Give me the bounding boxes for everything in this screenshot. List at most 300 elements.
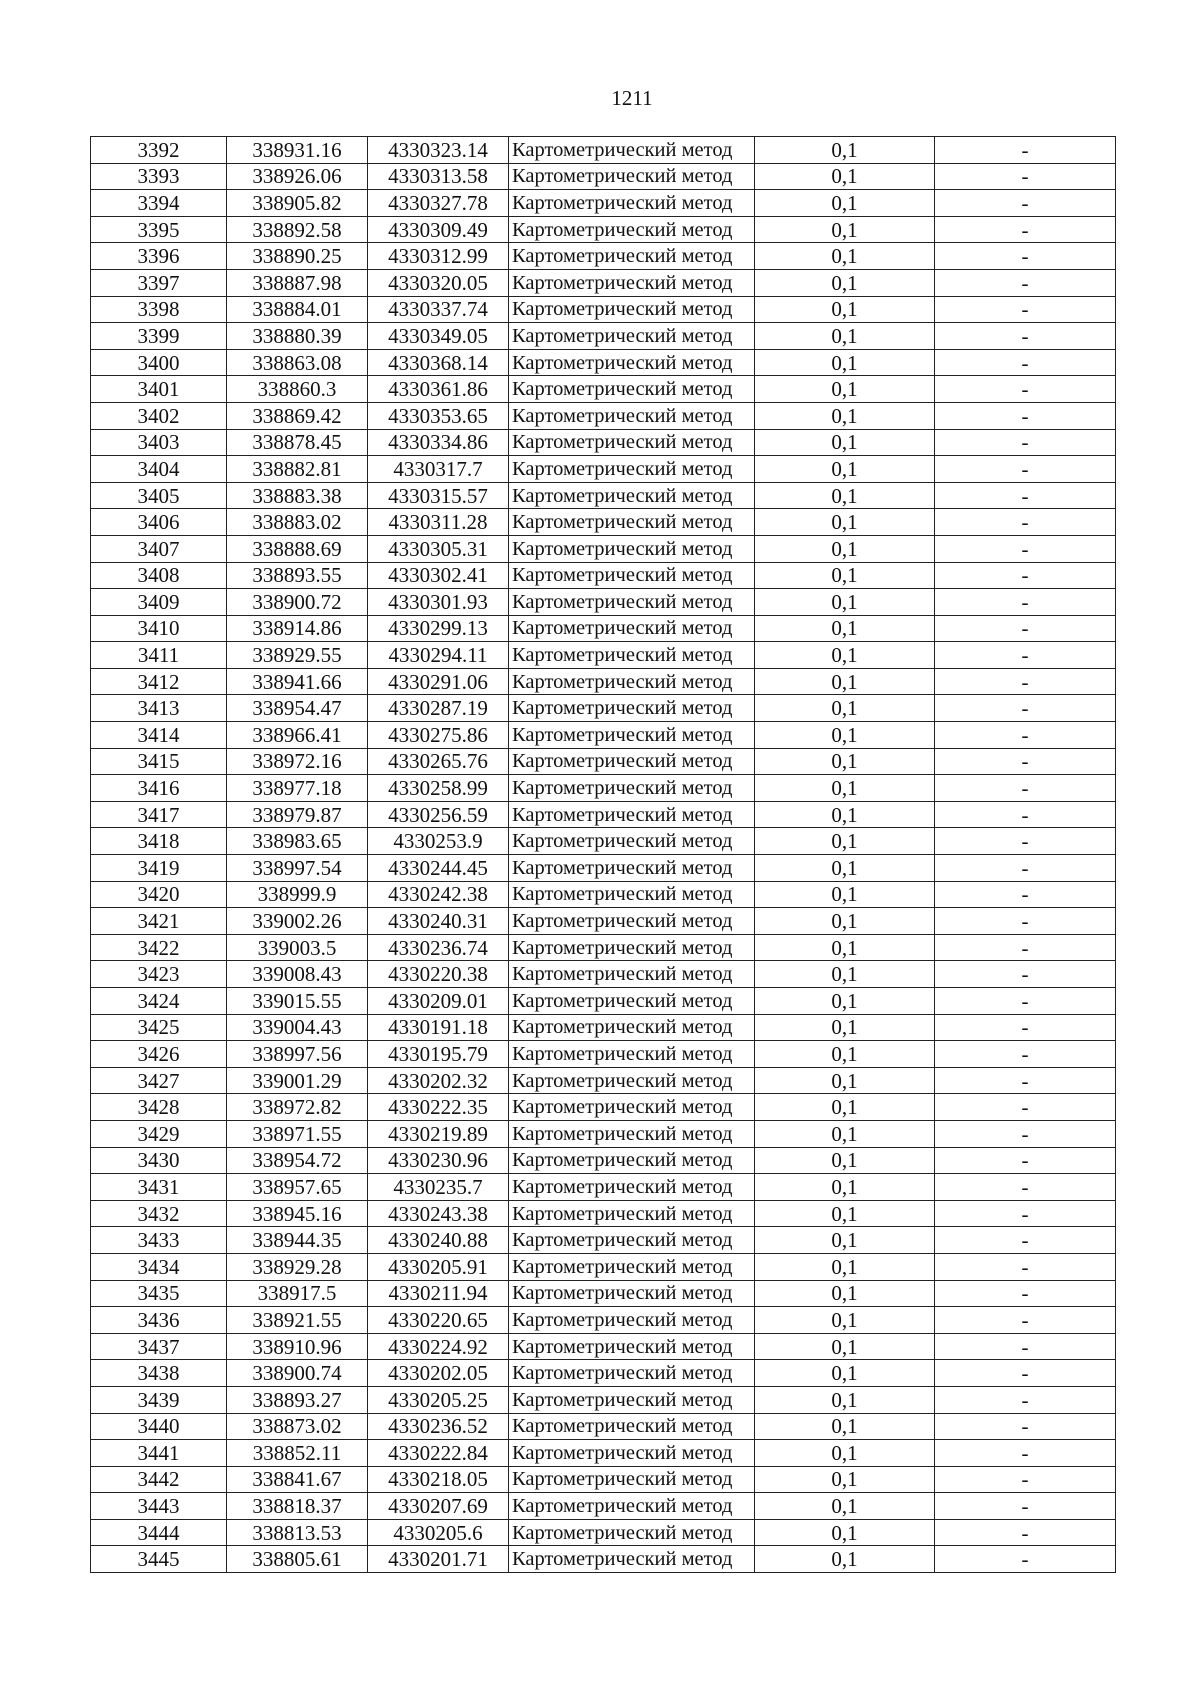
table-row (91, 828, 1116, 855)
accuracy-cell: 0,1 (755, 1200, 935, 1227)
x-coordinate-cell: 338999.9 (227, 881, 368, 908)
point-number-cell: 3399 (91, 323, 227, 350)
accuracy-cell: 0,1 (755, 163, 935, 190)
point-number-cell: 3439 (91, 1386, 227, 1413)
method-cell: Картометрический метод (509, 908, 755, 935)
accuracy-cell: 0,1 (755, 296, 935, 323)
accuracy-cell: 0,1 (755, 589, 935, 616)
method-cell: Картометрический метод (509, 216, 755, 243)
table-row (91, 1519, 1116, 1546)
point-number-cell: 3438 (91, 1360, 227, 1387)
method-cell: Картометрический метод (509, 1227, 755, 1254)
table-row (91, 376, 1116, 403)
x-coordinate-cell: 338841.67 (227, 1466, 368, 1493)
accuracy-cell: 0,1 (755, 456, 935, 483)
method-cell: Картометрический метод (509, 1280, 755, 1307)
x-coordinate-cell: 338813.53 (227, 1519, 368, 1546)
y-coordinate-cell: 4330323.14 (368, 137, 509, 164)
note-cell: - (935, 668, 1116, 695)
x-coordinate-cell: 338944.35 (227, 1227, 368, 1254)
accuracy-cell: 0,1 (755, 1253, 935, 1280)
x-coordinate-cell: 339008.43 (227, 961, 368, 988)
accuracy-cell: 0,1 (755, 934, 935, 961)
accuracy-cell: 0,1 (755, 190, 935, 217)
x-coordinate-cell: 338900.74 (227, 1360, 368, 1387)
y-coordinate-cell: 4330315.57 (368, 482, 509, 509)
method-cell: Картометрический метод (509, 269, 755, 296)
accuracy-cell: 0,1 (755, 376, 935, 403)
method-cell: Картометрический метод (509, 1413, 755, 1440)
point-number-cell: 3426 (91, 1041, 227, 1068)
y-coordinate-cell: 4330209.01 (368, 988, 509, 1015)
table-row (91, 482, 1116, 509)
x-coordinate-cell: 338888.69 (227, 535, 368, 562)
x-coordinate-cell: 338997.56 (227, 1041, 368, 1068)
method-cell: Картометрический метод (509, 1094, 755, 1121)
y-coordinate-cell: 4330302.41 (368, 562, 509, 589)
y-coordinate-cell: 4330299.13 (368, 615, 509, 642)
x-coordinate-cell: 338929.55 (227, 642, 368, 669)
note-cell: - (935, 1333, 1116, 1360)
note-cell: - (935, 1014, 1116, 1041)
method-cell: Картометрический метод (509, 1440, 755, 1467)
x-coordinate-cell: 338957.65 (227, 1174, 368, 1201)
table-row (91, 163, 1116, 190)
table-row (91, 1493, 1116, 1520)
note-cell: - (935, 1546, 1116, 1573)
x-coordinate-cell: 338887.98 (227, 269, 368, 296)
point-number-cell: 3402 (91, 402, 227, 429)
note-cell: - (935, 1280, 1116, 1307)
table-row (91, 1360, 1116, 1387)
table-row (91, 562, 1116, 589)
table-row (91, 1440, 1116, 1467)
method-cell: Картометрический метод (509, 642, 755, 669)
table-row (91, 1227, 1116, 1254)
table-row (91, 615, 1116, 642)
accuracy-cell: 0,1 (755, 1386, 935, 1413)
note-cell: - (935, 1200, 1116, 1227)
accuracy-cell: 0,1 (755, 1041, 935, 1068)
y-coordinate-cell: 4330312.99 (368, 243, 509, 270)
method-cell: Картометрический метод (509, 668, 755, 695)
point-number-cell: 3398 (91, 296, 227, 323)
point-number-cell: 3423 (91, 961, 227, 988)
y-coordinate-cell: 4330313.58 (368, 163, 509, 190)
y-coordinate-cell: 4330201.71 (368, 1546, 509, 1573)
method-cell: Картометрический метод (509, 748, 755, 775)
y-coordinate-cell: 4330320.05 (368, 269, 509, 296)
method-cell: Картометрический метод (509, 1519, 755, 1546)
accuracy-cell: 0,1 (755, 615, 935, 642)
method-cell: Картометрический метод (509, 1386, 755, 1413)
note-cell: - (935, 269, 1116, 296)
point-number-cell: 3417 (91, 801, 227, 828)
accuracy-cell: 0,1 (755, 349, 935, 376)
x-coordinate-cell: 339015.55 (227, 988, 368, 1015)
table-row (91, 722, 1116, 749)
method-cell: Картометрический метод (509, 163, 755, 190)
point-number-cell: 3400 (91, 349, 227, 376)
table-row (91, 668, 1116, 695)
note-cell: - (935, 855, 1116, 882)
note-cell: - (935, 190, 1116, 217)
y-coordinate-cell: 4330236.52 (368, 1413, 509, 1440)
point-number-cell: 3407 (91, 535, 227, 562)
point-number-cell: 3404 (91, 456, 227, 483)
method-cell: Картометрический метод (509, 1041, 755, 1068)
note-cell: - (935, 1067, 1116, 1094)
table-row (91, 1014, 1116, 1041)
accuracy-cell: 0,1 (755, 1120, 935, 1147)
point-number-cell: 3410 (91, 615, 227, 642)
method-cell: Картометрический метод (509, 1307, 755, 1334)
y-coordinate-cell: 4330349.05 (368, 323, 509, 350)
method-cell: Картометрический метод (509, 1360, 755, 1387)
point-number-cell: 3437 (91, 1333, 227, 1360)
y-coordinate-cell: 4330224.92 (368, 1333, 509, 1360)
table-row (91, 988, 1116, 1015)
accuracy-cell: 0,1 (755, 668, 935, 695)
note-cell: - (935, 775, 1116, 802)
method-cell: Картометрический метод (509, 509, 755, 536)
point-number-cell: 3416 (91, 775, 227, 802)
y-coordinate-cell: 4330220.38 (368, 961, 509, 988)
y-coordinate-cell: 4330334.86 (368, 429, 509, 456)
table-row (91, 243, 1116, 270)
point-number-cell: 3395 (91, 216, 227, 243)
accuracy-cell: 0,1 (755, 429, 935, 456)
y-coordinate-cell: 4330207.69 (368, 1493, 509, 1520)
y-coordinate-cell: 4330191.18 (368, 1014, 509, 1041)
point-number-cell: 3428 (91, 1094, 227, 1121)
x-coordinate-cell: 339002.26 (227, 908, 368, 935)
note-cell: - (935, 1413, 1116, 1440)
table-row (91, 1466, 1116, 1493)
table-row (91, 748, 1116, 775)
y-coordinate-cell: 4330243.38 (368, 1200, 509, 1227)
table-row (91, 296, 1116, 323)
point-number-cell: 3441 (91, 1440, 227, 1467)
y-coordinate-cell: 4330291.06 (368, 668, 509, 695)
accuracy-cell: 0,1 (755, 1094, 935, 1121)
x-coordinate-cell: 338954.72 (227, 1147, 368, 1174)
point-number-cell: 3435 (91, 1280, 227, 1307)
accuracy-cell: 0,1 (755, 1519, 935, 1546)
y-coordinate-cell: 4330287.19 (368, 695, 509, 722)
accuracy-cell: 0,1 (755, 908, 935, 935)
note-cell: - (935, 429, 1116, 456)
note-cell: - (935, 535, 1116, 562)
method-cell: Картометрический метод (509, 429, 755, 456)
table-row (91, 934, 1116, 961)
note-cell: - (935, 695, 1116, 722)
table-row (91, 642, 1116, 669)
accuracy-cell: 0,1 (755, 1333, 935, 1360)
x-coordinate-cell: 339003.5 (227, 934, 368, 961)
table-row (91, 961, 1116, 988)
x-coordinate-cell: 338892.58 (227, 216, 368, 243)
x-coordinate-cell: 338997.54 (227, 855, 368, 882)
accuracy-cell: 0,1 (755, 1440, 935, 1467)
x-coordinate-cell: 338914.86 (227, 615, 368, 642)
y-coordinate-cell: 4330309.49 (368, 216, 509, 243)
note-cell: - (935, 881, 1116, 908)
note-cell: - (935, 163, 1116, 190)
coordinates-table-body (91, 137, 1116, 1573)
y-coordinate-cell: 4330353.65 (368, 402, 509, 429)
note-cell: - (935, 908, 1116, 935)
y-coordinate-cell: 4330305.31 (368, 535, 509, 562)
method-cell: Картометрический метод (509, 323, 755, 350)
y-coordinate-cell: 4330218.05 (368, 1466, 509, 1493)
x-coordinate-cell: 338893.55 (227, 562, 368, 589)
table-row (91, 535, 1116, 562)
table-row (91, 1253, 1116, 1280)
x-coordinate-cell: 338860.3 (227, 376, 368, 403)
note-cell: - (935, 1227, 1116, 1254)
x-coordinate-cell: 338977.18 (227, 775, 368, 802)
note-cell: - (935, 376, 1116, 403)
point-number-cell: 3440 (91, 1413, 227, 1440)
accuracy-cell: 0,1 (755, 1413, 935, 1440)
table-row (91, 402, 1116, 429)
y-coordinate-cell: 4330327.78 (368, 190, 509, 217)
x-coordinate-cell: 338852.11 (227, 1440, 368, 1467)
x-coordinate-cell: 338931.16 (227, 137, 368, 164)
note-cell: - (935, 1041, 1116, 1068)
point-number-cell: 3397 (91, 269, 227, 296)
table-row (91, 1280, 1116, 1307)
note-cell: - (935, 1440, 1116, 1467)
x-coordinate-cell: 338910.96 (227, 1333, 368, 1360)
method-cell: Картометрический метод (509, 615, 755, 642)
method-cell: Картометрический метод (509, 855, 755, 882)
point-number-cell: 3420 (91, 881, 227, 908)
accuracy-cell: 0,1 (755, 1227, 935, 1254)
method-cell: Картометрический метод (509, 1120, 755, 1147)
y-coordinate-cell: 4330202.05 (368, 1360, 509, 1387)
note-cell: - (935, 1307, 1116, 1334)
note-cell: - (935, 828, 1116, 855)
method-cell: Картометрический метод (509, 1466, 755, 1493)
x-coordinate-cell: 338926.06 (227, 163, 368, 190)
method-cell: Картометрический метод (509, 961, 755, 988)
y-coordinate-cell: 4330222.84 (368, 1440, 509, 1467)
method-cell: Картометрический метод (509, 1014, 755, 1041)
table-row (91, 1174, 1116, 1201)
x-coordinate-cell: 338873.02 (227, 1413, 368, 1440)
page-number: 1211 (611, 86, 653, 110)
x-coordinate-cell: 338921.55 (227, 1307, 368, 1334)
x-coordinate-cell: 338954.47 (227, 695, 368, 722)
accuracy-cell: 0,1 (755, 828, 935, 855)
method-cell: Картометрический метод (509, 349, 755, 376)
point-number-cell: 3392 (91, 137, 227, 164)
table-row (91, 1386, 1116, 1413)
table-row (91, 1147, 1116, 1174)
x-coordinate-cell: 338941.66 (227, 668, 368, 695)
note-cell: - (935, 1120, 1116, 1147)
table-row (91, 908, 1116, 935)
table-row (91, 1200, 1116, 1227)
point-number-cell: 3415 (91, 748, 227, 775)
x-coordinate-cell: 338878.45 (227, 429, 368, 456)
x-coordinate-cell: 338818.37 (227, 1493, 368, 1520)
accuracy-cell: 0,1 (755, 216, 935, 243)
accuracy-cell: 0,1 (755, 1280, 935, 1307)
accuracy-cell: 0,1 (755, 1493, 935, 1520)
accuracy-cell: 0,1 (755, 988, 935, 1015)
accuracy-cell: 0,1 (755, 509, 935, 536)
accuracy-cell: 0,1 (755, 881, 935, 908)
method-cell: Картометрический метод (509, 562, 755, 589)
point-number-cell: 3393 (91, 163, 227, 190)
y-coordinate-cell: 4330235.7 (368, 1174, 509, 1201)
y-coordinate-cell: 4330361.86 (368, 376, 509, 403)
accuracy-cell: 0,1 (755, 269, 935, 296)
point-number-cell: 3445 (91, 1546, 227, 1573)
method-cell: Картометрический метод (509, 1174, 755, 1201)
note-cell: - (935, 722, 1116, 749)
y-coordinate-cell: 4330294.11 (368, 642, 509, 669)
table-row (91, 775, 1116, 802)
point-number-cell: 3429 (91, 1120, 227, 1147)
method-cell: Картометрический метод (509, 190, 755, 217)
method-cell: Картометрический метод (509, 296, 755, 323)
y-coordinate-cell: 4330244.45 (368, 855, 509, 882)
method-cell: Картометрический метод (509, 1333, 755, 1360)
note-cell: - (935, 243, 1116, 270)
method-cell: Картометрический метод (509, 1493, 755, 1520)
x-coordinate-cell: 338884.01 (227, 296, 368, 323)
point-number-cell: 3403 (91, 429, 227, 456)
accuracy-cell: 0,1 (755, 243, 935, 270)
method-cell: Картометрический метод (509, 1067, 755, 1094)
table-row (91, 1333, 1116, 1360)
note-cell: - (935, 349, 1116, 376)
accuracy-cell: 0,1 (755, 1466, 935, 1493)
note-cell: - (935, 1253, 1116, 1280)
y-coordinate-cell: 4330219.89 (368, 1120, 509, 1147)
point-number-cell: 3406 (91, 509, 227, 536)
y-coordinate-cell: 4330311.28 (368, 509, 509, 536)
y-coordinate-cell: 4330275.86 (368, 722, 509, 749)
y-coordinate-cell: 4330301.93 (368, 589, 509, 616)
table-row (91, 855, 1116, 882)
x-coordinate-cell: 338972.16 (227, 748, 368, 775)
method-cell: Картометрический метод (509, 1546, 755, 1573)
accuracy-cell: 0,1 (755, 137, 935, 164)
note-cell: - (935, 509, 1116, 536)
note-cell: - (935, 589, 1116, 616)
point-number-cell: 3425 (91, 1014, 227, 1041)
x-coordinate-cell: 338883.38 (227, 482, 368, 509)
y-coordinate-cell: 4330317.7 (368, 456, 509, 483)
point-number-cell: 3401 (91, 376, 227, 403)
point-number-cell: 3434 (91, 1253, 227, 1280)
x-coordinate-cell: 338893.27 (227, 1386, 368, 1413)
note-cell: - (935, 562, 1116, 589)
point-number-cell: 3418 (91, 828, 227, 855)
accuracy-cell: 0,1 (755, 1307, 935, 1334)
method-cell: Картометрический метод (509, 881, 755, 908)
table-row (91, 137, 1116, 164)
note-cell: - (935, 1147, 1116, 1174)
note-cell: - (935, 216, 1116, 243)
x-coordinate-cell: 338929.28 (227, 1253, 368, 1280)
point-number-cell: 3419 (91, 855, 227, 882)
point-number-cell: 3444 (91, 1519, 227, 1546)
table-row (91, 1094, 1116, 1121)
table-row (91, 349, 1116, 376)
x-coordinate-cell: 338905.82 (227, 190, 368, 217)
note-cell: - (935, 1094, 1116, 1121)
point-number-cell: 3427 (91, 1067, 227, 1094)
note-cell: - (935, 1519, 1116, 1546)
accuracy-cell: 0,1 (755, 535, 935, 562)
accuracy-cell: 0,1 (755, 642, 935, 669)
note-cell: - (935, 137, 1116, 164)
accuracy-cell: 0,1 (755, 855, 935, 882)
note-cell: - (935, 1360, 1116, 1387)
y-coordinate-cell: 4330240.31 (368, 908, 509, 935)
point-number-cell: 3412 (91, 668, 227, 695)
x-coordinate-cell: 338890.25 (227, 243, 368, 270)
note-cell: - (935, 615, 1116, 642)
note-cell: - (935, 1493, 1116, 1520)
x-coordinate-cell: 338983.65 (227, 828, 368, 855)
table-row (91, 190, 1116, 217)
x-coordinate-cell: 339001.29 (227, 1067, 368, 1094)
accuracy-cell: 0,1 (755, 1067, 935, 1094)
point-number-cell: 3432 (91, 1200, 227, 1227)
point-number-cell: 3394 (91, 190, 227, 217)
point-number-cell: 3431 (91, 1174, 227, 1201)
note-cell: - (935, 296, 1116, 323)
x-coordinate-cell: 338869.42 (227, 402, 368, 429)
table-row (91, 323, 1116, 350)
method-cell: Картометрический метод (509, 1200, 755, 1227)
coordinates-table (90, 136, 1116, 1573)
table-row (91, 801, 1116, 828)
table-row (91, 1307, 1116, 1334)
point-number-cell: 3409 (91, 589, 227, 616)
table-row (91, 695, 1116, 722)
x-coordinate-cell: 338882.81 (227, 456, 368, 483)
method-cell: Картометрический метод (509, 482, 755, 509)
note-cell: - (935, 1386, 1116, 1413)
point-number-cell: 3396 (91, 243, 227, 270)
accuracy-cell: 0,1 (755, 695, 935, 722)
table-row (91, 1041, 1116, 1068)
x-coordinate-cell: 338863.08 (227, 349, 368, 376)
accuracy-cell: 0,1 (755, 722, 935, 749)
x-coordinate-cell: 338880.39 (227, 323, 368, 350)
y-coordinate-cell: 4330240.88 (368, 1227, 509, 1254)
y-coordinate-cell: 4330256.59 (368, 801, 509, 828)
method-cell: Картометрический метод (509, 376, 755, 403)
y-coordinate-cell: 4330202.32 (368, 1067, 509, 1094)
x-coordinate-cell: 338917.5 (227, 1280, 368, 1307)
accuracy-cell: 0,1 (755, 1546, 935, 1573)
method-cell: Картометрический метод (509, 243, 755, 270)
accuracy-cell: 0,1 (755, 961, 935, 988)
y-coordinate-cell: 4330265.76 (368, 748, 509, 775)
method-cell: Картометрический метод (509, 722, 755, 749)
accuracy-cell: 0,1 (755, 562, 935, 589)
point-number-cell: 3405 (91, 482, 227, 509)
